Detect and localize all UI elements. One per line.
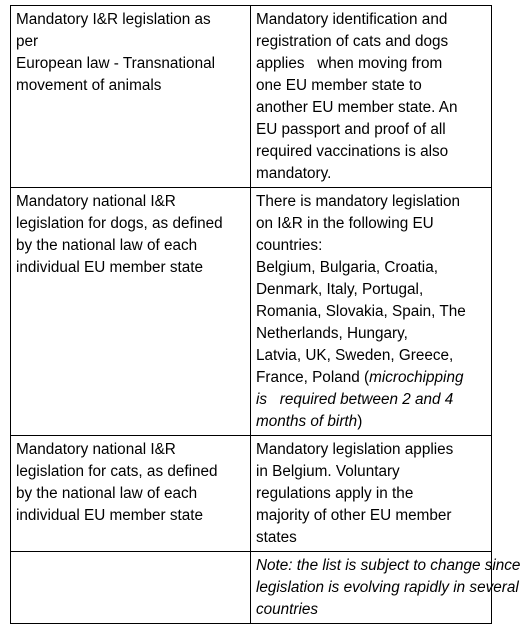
table-cell-left <box>11 6 251 188</box>
cell-text-line: one EU member state to <box>256 77 422 94</box>
table-cell-left <box>11 188 251 436</box>
cell-text-line: individual EU member state <box>16 507 204 524</box>
table-note-cell <box>251 552 520 624</box>
cell-text-run: ) <box>357 413 363 430</box>
cell-text-line: Romania, Slovakia, Spain, The <box>256 303 466 320</box>
cell-text-line: in Belgium. Voluntary <box>256 463 400 480</box>
cell-text-line <box>256 367 487 389</box>
cell-text-line: European law - Transnational <box>16 55 215 72</box>
cell-text-line: on I&R in the following EU <box>256 215 434 232</box>
cell-text-line: Mandatory national I&R <box>16 193 176 210</box>
table-cell-right <box>251 188 492 436</box>
cell-text-line: Mandatory I&R legislation as <box>16 11 211 28</box>
legislation-table <box>10 5 520 624</box>
italic-text-run: microchipping <box>369 369 464 386</box>
cell-text-line: individual EU member state <box>16 259 204 276</box>
cell-text-line: registration of cats and dogs <box>256 33 449 50</box>
cell-text-line: Belgium, Bulgaria, Croatia, <box>256 259 438 276</box>
italic-text-line: is required between 2 and 4 <box>256 391 454 408</box>
table-row <box>11 188 492 436</box>
note-text-line: Note: the list is subject to change since <box>256 557 520 574</box>
note-text-line: countries <box>256 601 319 618</box>
note-text-line: legislation is evolving rapidly in several <box>256 579 519 596</box>
cell-text-line: mandatory. <box>256 165 332 182</box>
cell-text-line: regulations apply in the <box>256 485 414 502</box>
cell-text-line: another EU member state. An <box>256 99 458 116</box>
table-cell-right <box>251 6 492 188</box>
cell-text-line <box>256 411 487 433</box>
cell-text-line: EU passport and proof of all <box>256 121 446 138</box>
table-row <box>11 6 492 188</box>
cell-text-line: movement of animals <box>16 77 162 94</box>
cell-text-line: Denmark, Italy, Portugal, <box>256 281 424 298</box>
cell-text-line: Latvia, UK, Sweden, Greece, <box>256 347 454 364</box>
cell-text-line: legislation for cats, as defined <box>16 463 218 480</box>
cell-text-line: by the national law of each <box>16 237 198 254</box>
cell-text-line: majority of other EU member <box>256 507 452 524</box>
italic-text-run: months of birth <box>256 413 358 430</box>
table-cell-right <box>251 436 492 552</box>
cell-text-line: per <box>16 33 39 50</box>
cell-text-line: states <box>256 529 297 546</box>
cell-text-run: France, Poland ( <box>256 369 370 386</box>
cell-text-line: Mandatory legislation applies <box>256 441 454 458</box>
cell-text-line: legislation for dogs, as defined <box>16 215 223 232</box>
cell-text-line: Mandatory national I&R <box>16 441 176 458</box>
table-row <box>11 552 492 624</box>
cell-text-line: required vaccinations is also <box>256 143 449 160</box>
table-row <box>11 436 492 552</box>
cell-text-line: by the national law of each <box>16 485 198 502</box>
cell-text-line: countries: <box>256 237 323 254</box>
cell-text-line: Mandatory identification and <box>256 11 448 28</box>
table-cell-left <box>11 436 251 552</box>
table-cell-empty <box>11 552 251 624</box>
cell-text-line: applies when moving from <box>256 55 443 72</box>
cell-text-line: There is mandatory legislation <box>256 193 461 210</box>
cell-text-line: Netherlands, Hungary, <box>256 325 408 342</box>
